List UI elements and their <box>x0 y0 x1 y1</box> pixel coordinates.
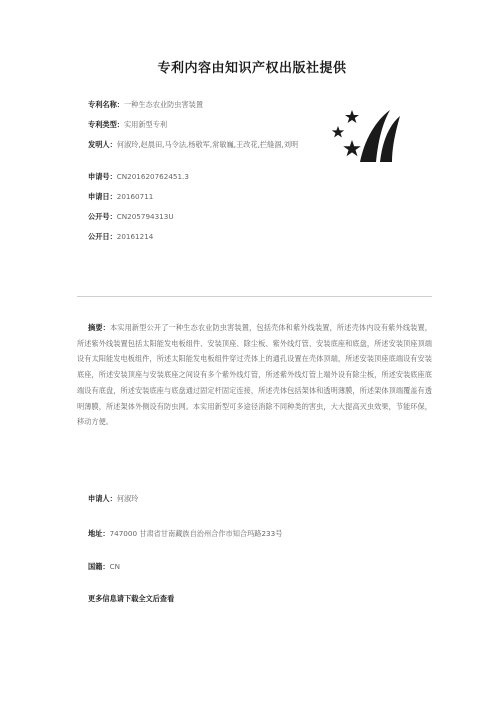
applicant-value: 何淑玲 <box>116 494 139 503</box>
application-date-value: 20160711 <box>116 192 154 201</box>
logo-star-middle <box>332 126 344 138</box>
abstract-text: 本实用新型公开了一种生态农业防虫害装置，包括壳体和紫外线装置，所述壳体内设有紫外线装置，所述紫外线装置包括太阳能发电板组件、安装顶座、除尘板、紫外线灯管、安装底座和底盘，所述安装顶座顶端设有太阳能发电板组件，所述太阳能发电板组件穿过壳体上的通孔设置在壳体顶端，所述安装顶座底端设有安装底座，所述安装顶座与安装底座之间设有多个紫外线灯管，所述紫外线灯管上端外设有除尘板，所述安装底座底端设有底盘，所述安装底座与底盘通过固定杆固定连接，所述壳体包括架体和透明薄膜，所述架体顶端覆盖有透明薄膜，所述架体外侧设有防虫网。本实用新型可多途径消除不同种类的害虫，大大提高灭虫效果，节能环保，移动方便。 <box>77 323 432 427</box>
ip-office-logo <box>330 104 414 164</box>
country-row <box>88 561 120 573</box>
patent-name-row <box>88 99 328 119</box>
patent-type-label: 专利类型： <box>88 120 124 129</box>
application-date-label: 申请日： <box>88 192 117 201</box>
applicant-row <box>88 493 138 505</box>
inventors-value: 何淑玲,赵晨田,马令法,杨敬军,常敏巍,王改花,拦缝涸,刘明 <box>116 140 299 149</box>
address-value: 747000 甘肃省甘南藏族自治州合作市知合玛路233号 <box>109 529 283 538</box>
section-divider <box>77 296 432 297</box>
page-title: 专利内容由知识产权出版社提供 <box>157 61 347 76</box>
abstract-paragraph <box>77 320 432 430</box>
inventors-row <box>88 139 328 171</box>
publication-number-label: 公开号： <box>88 212 117 221</box>
patent-name-value: 一种生态农业防虫害装置 <box>123 100 204 109</box>
publication-number-value: CN205794313U <box>116 212 174 221</box>
application-date-row <box>88 191 328 211</box>
logo-star-top <box>345 110 359 123</box>
abstract-label: 摘要： <box>88 323 110 332</box>
application-number-value: CN201620762451.3 <box>116 172 189 181</box>
patent-type-value: 实用新型专利 <box>123 120 168 129</box>
publication-date-value: 20161214 <box>116 232 154 241</box>
patent-meta <box>88 99 328 251</box>
logo-star-bottom <box>343 140 361 156</box>
applicant-label: 申请人： <box>88 494 117 503</box>
country-value: CN <box>109 562 120 571</box>
publication-date-row <box>88 231 328 251</box>
inventors-label: 发明人： <box>88 140 117 149</box>
publication-date-label: 公开日： <box>88 232 117 241</box>
patent-type-row <box>88 119 328 139</box>
address-label: 地址： <box>88 529 110 538</box>
application-number-label: 申请号： <box>88 172 117 181</box>
download-fulltext-link[interactable]: 更多信息请下载全文后查看 <box>88 594 175 603</box>
country-label: 国籍： <box>88 562 110 571</box>
patent-name-label: 专利名称： <box>88 100 124 109</box>
application-number-row <box>88 171 328 191</box>
address-row <box>88 528 282 540</box>
publication-number-row <box>88 211 328 231</box>
